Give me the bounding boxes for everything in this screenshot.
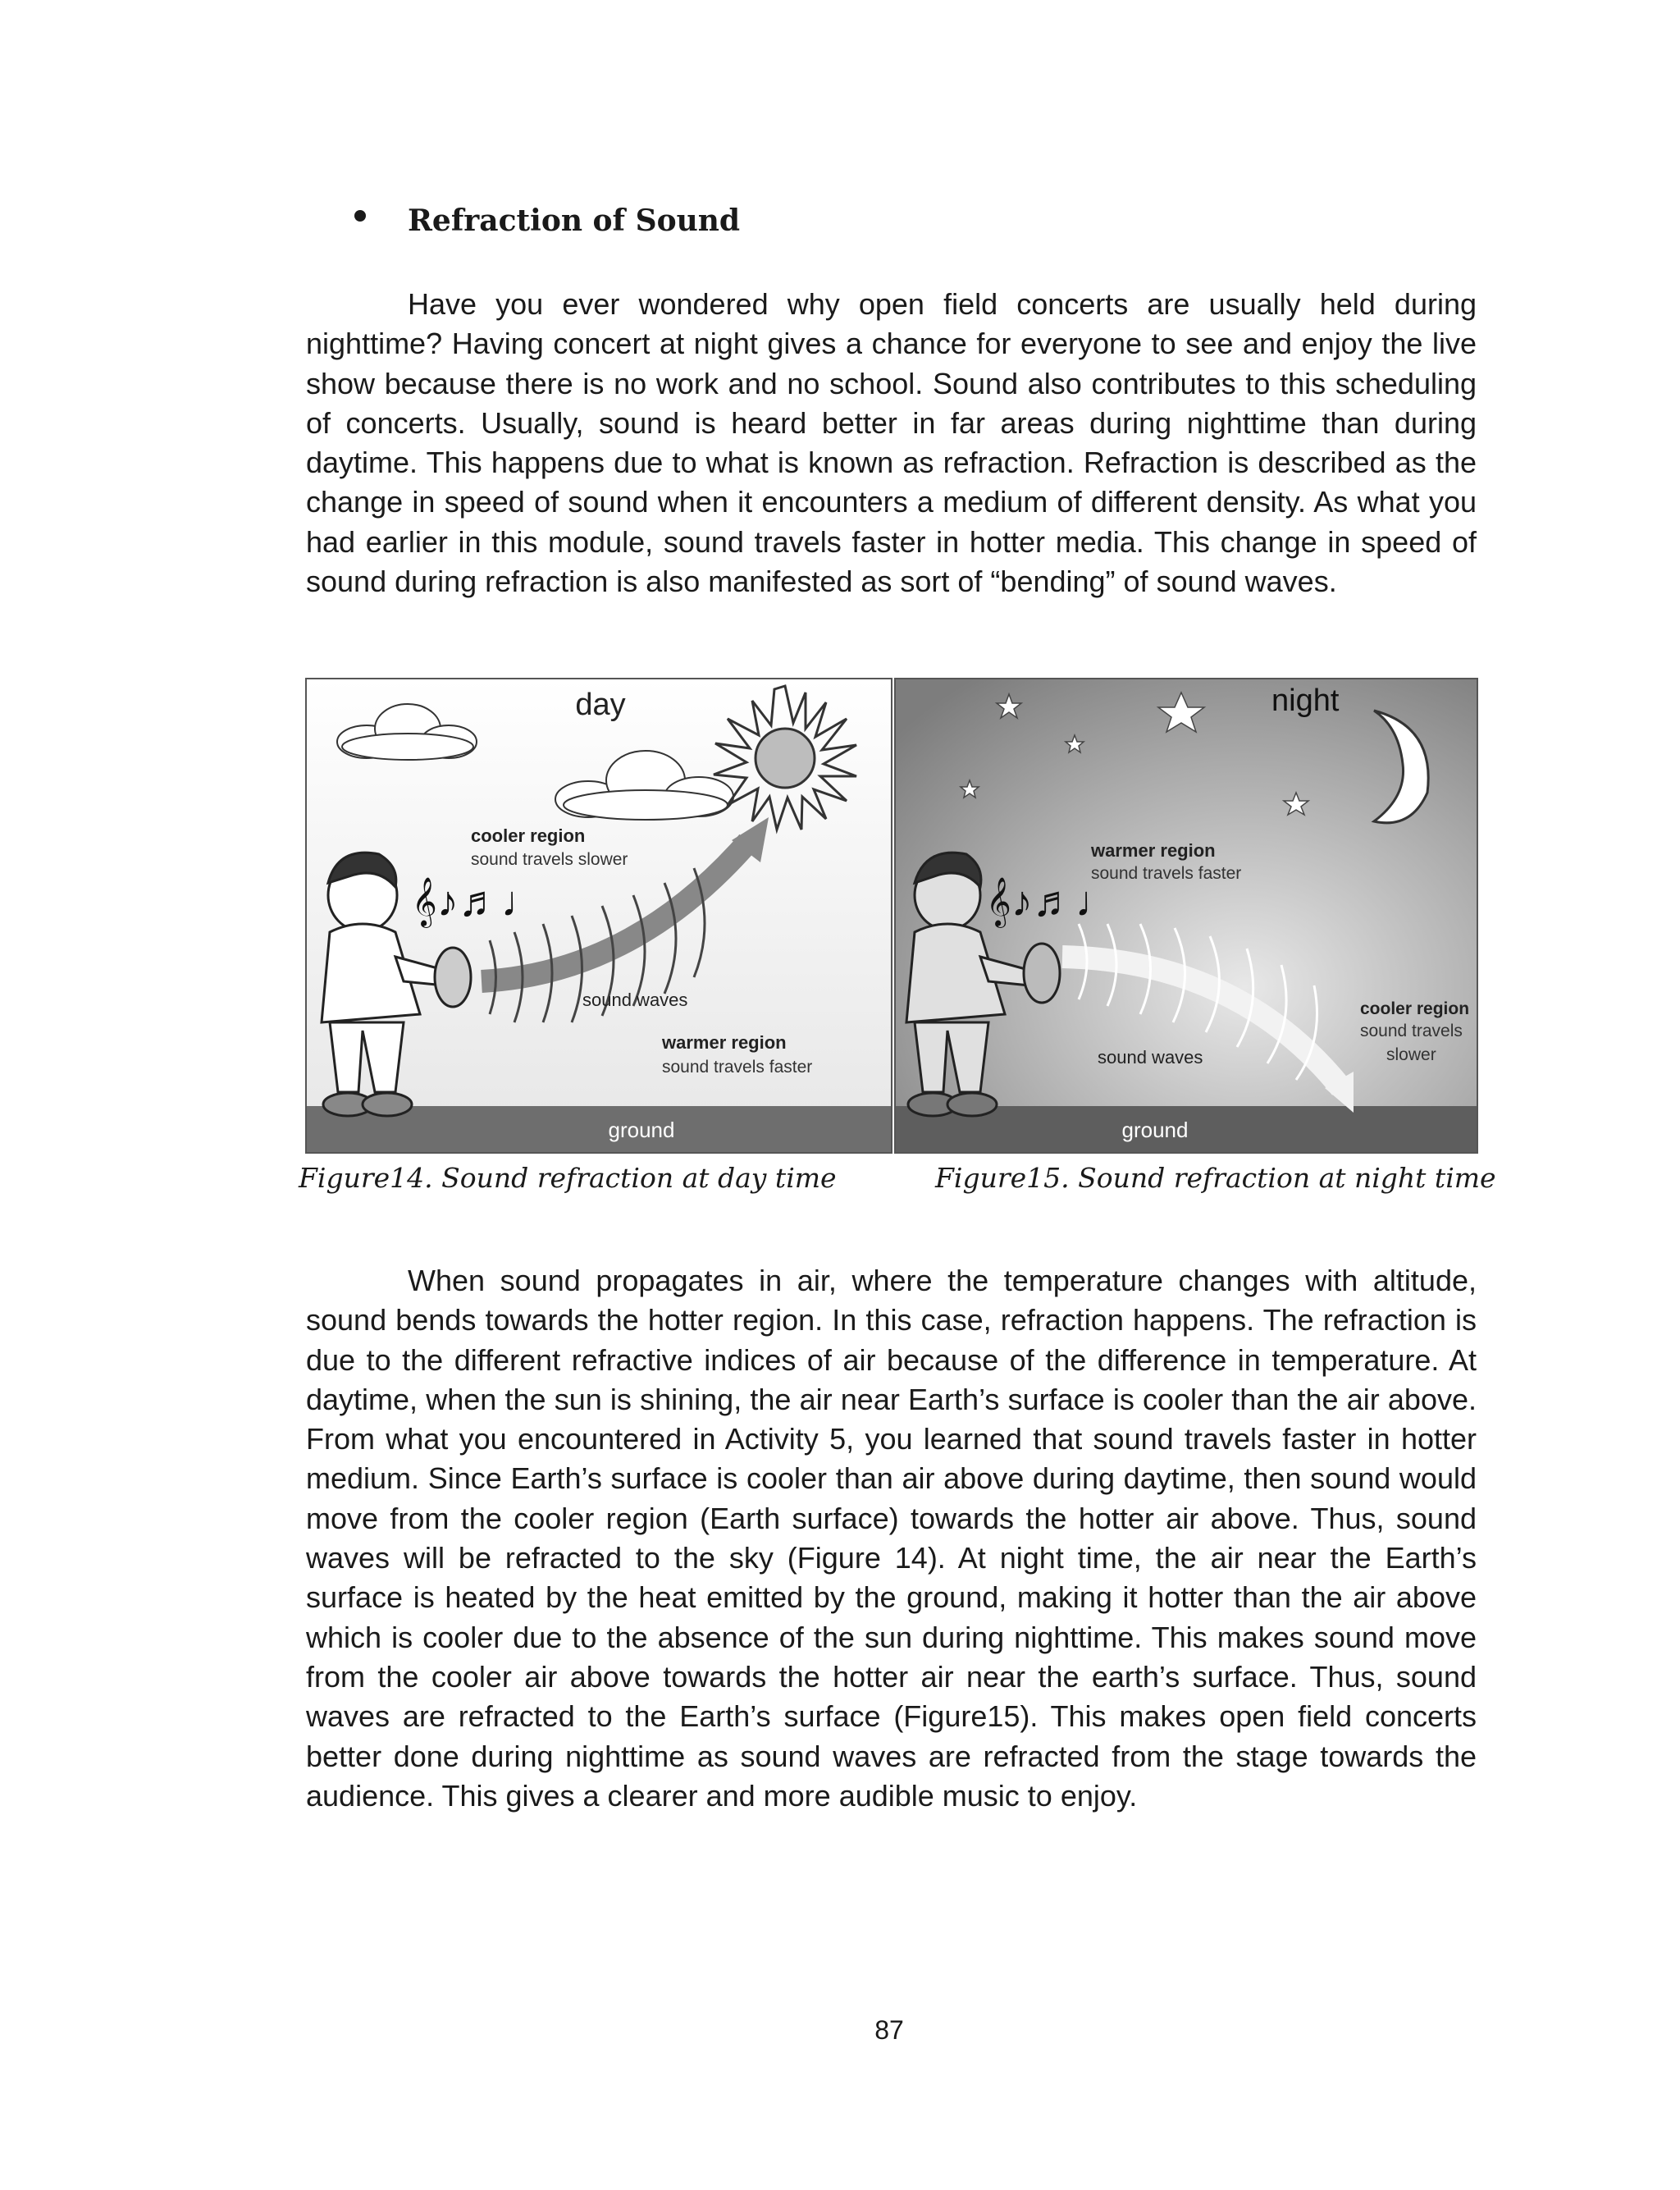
day-waves-label: sound waves [582,990,688,1010]
night-warmer-title: warmer region [1091,840,1216,861]
figure-15-caption: Figure15. Sound refraction at night time [935,1162,1496,1194]
figure-night-illustration [894,678,1478,1154]
music-notes-icon: 𝄞♪♬♩ [986,878,1118,926]
day-warmer-title: warmer region [662,1032,787,1053]
figure-day-illustration [305,678,892,1154]
night-label: night [1271,684,1340,718]
day-cooler-sub: sound travels slower [471,850,628,869]
day-warmer-sub: sound travels faster [662,1058,813,1077]
figure-14-caption: Figure14. Sound refraction at day time [299,1162,837,1194]
figures-row [305,678,1478,1154]
night-cooler-sub2: slower [1386,1045,1436,1064]
page-number: 87 [874,2015,904,2045]
intro-paragraph [306,285,1477,601]
explanation-paragraph-text: When sound propagates in air, where the temperature changes with altitude, sound bends towards the hotter region. In this case, refraction happens. The refraction is due to the different refractive indices of air because of the difference in temperature. At daytime, when the sun is shining, the air near Earth’s surface is cooler than the air above. From what you encountered in Activity 5, you learned that sound travels faster in hotter medium. Since Earth’s surface is cooler than air above during daytime, then sound would move from the cooler region (Earth surface) towards the hotter air above. Thus, sound waves will be refracted to the sky (Figure 14). At night time, the air near the Earth’s surface is heated by the heat emitted by the ground, making it hotter than the air above which is cooler due to the absence of the sun during nighttime. This makes sound move from the cooler air above towards the hotter air near the earth’s surface. Thus, sound waves are refracted to the Earth’s surface (Figure15). This makes open field concerts better done during nighttime as sound waves are refracted from the stage towards the audience. This gives a clearer and more audible music to enjoy. [306,1264,1477,1813]
explanation-paragraph [306,1261,1477,1816]
night-ground-label: ground [1121,1118,1189,1142]
night-warmer-sub: sound travels faster [1091,864,1242,883]
night-cooler-sub1: sound travels [1360,1022,1463,1040]
day-ground-label: ground [608,1118,675,1142]
intro-paragraph-text: Have you ever wondered why open field concerts are usually held during nighttime? Having concert at night gives a chance for everyone to see and enjoy the live show because there is no work and no school. Sound also contributes to this scheduling of concerts. Usually, sound is heard better in far areas during nighttime than during daytime. This happens due to what is known as refraction. Refraction is described as the change in speed of sound when it encounters a medium of different density. As what you had earlier in this module, sound travels faster in hotter media. This change in speed of sound during refraction is also manifested as sort of “bending” of sound waves. [306,287,1477,599]
day-cooler-title: cooler region [471,825,586,846]
day-label: day [575,688,626,722]
section-heading: Refraction of Sound [408,203,741,238]
night-waves-label: sound waves [1098,1047,1203,1068]
bullet-icon [354,210,366,222]
music-notes-icon: 𝄞♪♬♩ [412,878,544,926]
night-cooler-title: cooler region [1360,999,1470,1018]
